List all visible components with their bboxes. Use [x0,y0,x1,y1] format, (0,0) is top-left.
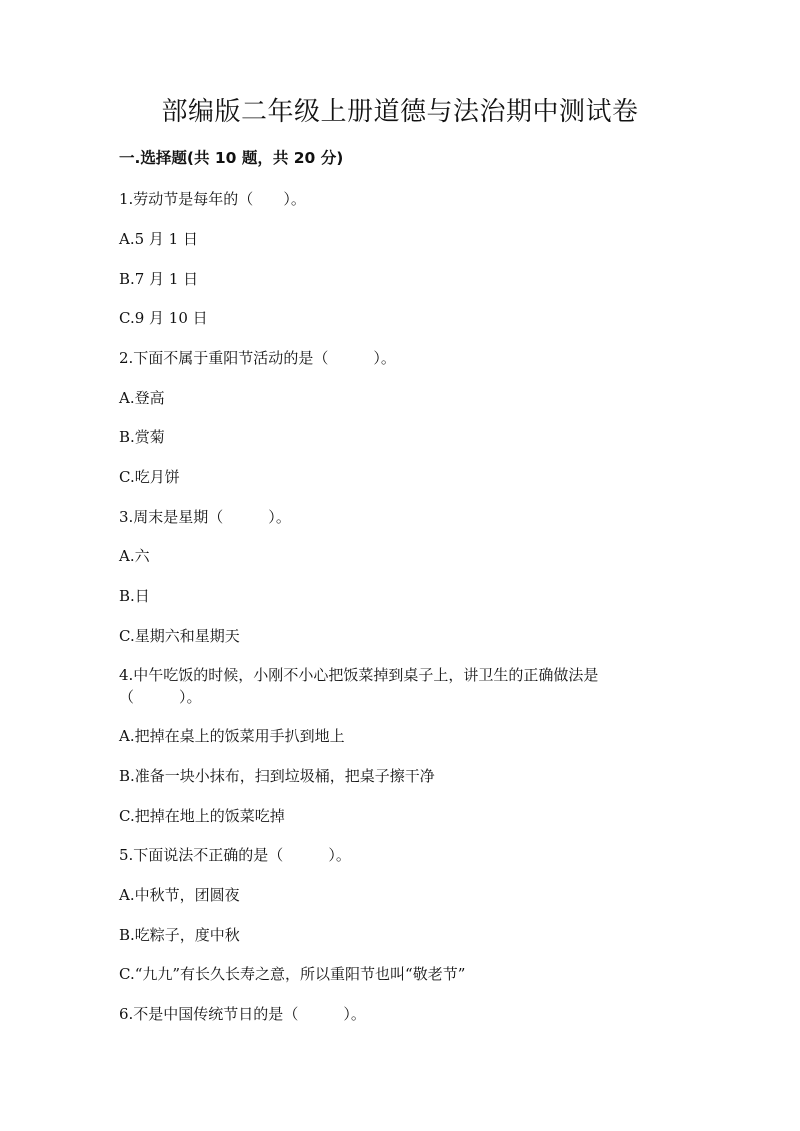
section-heading: 一.选择题(共 10 题，共 20 分) [119,149,344,167]
question-1-option-a: A.5 月 1 日 [119,230,198,248]
question-1-option-c: C.9 月 10 日 [119,309,208,327]
question-5-option-b: B.吃粽子，度中秋 [119,926,240,944]
question-3-option-b: B.日 [119,587,150,605]
question-5-stem: 5.下面说法不正确的是（ ）。 [119,846,351,864]
question-4-option-a: A.把掉在桌上的饭菜用手扒到地上 [119,727,345,745]
question-5-option-a: A.中秋节，团圆夜 [119,886,240,904]
question-4-stem-line-2: （ ）。 [119,688,202,706]
question-2-option-c: C.吃月饼 [119,468,180,486]
question-3-option-c: C.星期六和星期天 [119,627,240,645]
question-6-stem: 6.不是中国传统节日的是（ ）。 [119,1005,366,1023]
question-2-option-b: B.赏菊 [119,428,165,446]
question-3-option-a: A.六 [119,547,150,565]
page-title: 部编版二年级上册道德与法治期中测试卷 [161,97,639,127]
question-1-option-b: B.7 月 1 日 [119,270,199,288]
question-2-stem: 2.下面不属于重阳节活动的是（ ）。 [119,349,396,367]
question-3-stem: 3.周末是星期（ ）。 [119,508,291,526]
question-5-option-c: C.“九九”有长久长寿之意，所以重阳节也叫“敬老节” [119,965,466,983]
question-1-stem: 1.劳动节是每年的（ ）。 [119,190,306,208]
question-2-option-a: A.登高 [119,389,165,407]
question-4-option-c: C.把掉在地上的饭菜吃掉 [119,807,285,825]
question-4-option-b: B.准备一块小抹布，扫到垃圾桶，把桌子擦干净 [119,767,435,785]
question-4-stem-line-1: 4.中午吃饭的时候，小刚不小心把饭菜掉到桌子上，讲卫生的正确做法是 [119,666,599,684]
